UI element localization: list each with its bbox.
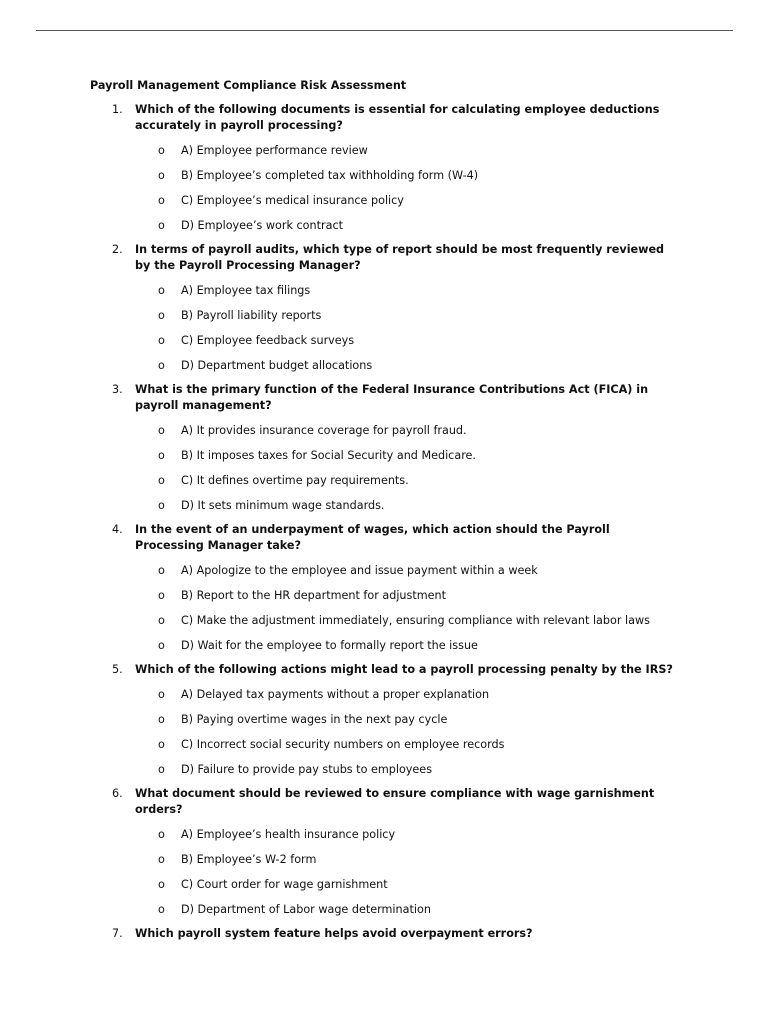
- bullet-icon: o: [158, 359, 165, 372]
- question-text: What is the primary function of the Federal Insurance Contributions Act (FICA) in payroll management?: [135, 383, 649, 412]
- bullet-icon: o: [158, 878, 165, 891]
- answer-option-text: A) Employee’s health insurance policy: [181, 828, 396, 841]
- answer-option-text: A) Employee performance review: [181, 144, 368, 157]
- question-list: [90, 102, 690, 942]
- document-title: Payroll Management Compliance Risk Assessment: [90, 79, 407, 92]
- answer-option: [90, 686, 690, 703]
- question-text: Which of the following documents is essential for calculating employee deductions accurately in payroll processing?: [135, 103, 660, 132]
- bullet-icon: o: [158, 194, 165, 207]
- bullet-icon: o: [158, 449, 165, 462]
- answer-option-text: A) Apologize to the employee and issue payment within a week: [181, 564, 538, 577]
- answer-option-text: C) Employee’s medical insurance policy: [181, 194, 404, 207]
- answer-option-text: C) Make the adjustment immediately, ensuring compliance with relevant labor laws: [181, 614, 650, 627]
- answer-options: [90, 422, 690, 514]
- answer-option: [90, 612, 690, 629]
- bullet-icon: o: [158, 474, 165, 487]
- question-item: [90, 522, 690, 654]
- answer-options: [90, 282, 690, 374]
- answer-option: [90, 422, 690, 439]
- bullet-icon: o: [158, 309, 165, 322]
- bullet-icon: o: [158, 564, 165, 577]
- answer-option-text: D) It sets minimum wage standards.: [181, 499, 385, 512]
- question-text: In terms of payroll audits, which type of report should be most frequently reviewed by the Payroll Processing Manager?: [135, 243, 665, 272]
- answer-option: [90, 736, 690, 753]
- question-item: [90, 382, 690, 514]
- question-number: 2.: [112, 243, 123, 256]
- bullet-icon: o: [158, 169, 165, 182]
- question-number: 3.: [112, 383, 123, 396]
- answer-option-text: A) It provides insurance coverage for payroll fraud.: [181, 424, 467, 437]
- bullet-icon: o: [158, 763, 165, 776]
- question-item: [90, 102, 690, 234]
- answer-option-text: B) Payroll liability reports: [181, 309, 322, 322]
- bullet-icon: o: [158, 424, 165, 437]
- answer-options: [90, 826, 690, 918]
- answer-option: [90, 217, 690, 234]
- bullet-icon: o: [158, 614, 165, 627]
- answer-option: [90, 472, 690, 489]
- answer-option: [90, 497, 690, 514]
- bullet-icon: o: [158, 853, 165, 866]
- question-number: 1.: [112, 103, 123, 116]
- question-text: Which of the following actions might lead to a payroll processing penalty by the IRS?: [135, 663, 673, 676]
- answer-option: [90, 167, 690, 184]
- answer-option-text: D) Department of Labor wage determination: [181, 903, 431, 916]
- answer-option: [90, 307, 690, 324]
- bullet-icon: o: [158, 219, 165, 232]
- bullet-icon: o: [158, 828, 165, 841]
- answer-option-text: B) It imposes taxes for Social Security and Medicare.: [181, 449, 476, 462]
- question-number: 4.: [112, 523, 123, 536]
- answer-option: [90, 876, 690, 893]
- answer-option: [90, 332, 690, 349]
- answer-option-text: C) It defines overtime pay requirements.: [181, 474, 409, 487]
- bullet-icon: o: [158, 144, 165, 157]
- answer-option: [90, 826, 690, 843]
- answer-option: [90, 587, 690, 604]
- bullet-icon: o: [158, 738, 165, 751]
- answer-options: [90, 562, 690, 654]
- document-body: [90, 78, 690, 950]
- answer-option-text: A) Delayed tax payments without a proper explanation: [181, 688, 490, 701]
- question-number: 7.: [112, 927, 123, 940]
- answer-option-text: B) Paying overtime wages in the next pay cycle: [181, 713, 448, 726]
- question-item: [90, 926, 690, 942]
- question-item: [90, 662, 690, 778]
- answer-option-text: D) Wait for the employee to formally report the issue: [181, 639, 478, 652]
- answer-option-text: D) Department budget allocations: [181, 359, 373, 372]
- question-text: What document should be reviewed to ensure compliance with wage garnishment orders?: [135, 787, 655, 816]
- bullet-icon: o: [158, 334, 165, 347]
- bullet-icon: o: [158, 639, 165, 652]
- question-item: [90, 242, 690, 374]
- answer-option-text: C) Court order for wage garnishment: [181, 878, 388, 891]
- question-item: [90, 786, 690, 918]
- question-number: 5.: [112, 663, 123, 676]
- answer-option: [90, 761, 690, 778]
- answer-option-text: C) Employee feedback surveys: [181, 334, 355, 347]
- answer-option: [90, 711, 690, 728]
- answer-option: [90, 192, 690, 209]
- bullet-icon: o: [158, 499, 165, 512]
- bullet-icon: o: [158, 713, 165, 726]
- answer-option: [90, 282, 690, 299]
- answer-option-text: B) Report to the HR department for adjustment: [181, 589, 446, 602]
- question-text: In the event of an underpayment of wages, which action should the Payroll Processing Manager take?: [135, 523, 610, 552]
- answer-option-text: B) Employee’s completed tax withholding form (W-4): [181, 169, 479, 182]
- answer-option: [90, 357, 690, 374]
- question-number: 6.: [112, 787, 123, 800]
- answer-option: [90, 637, 690, 654]
- answer-option: [90, 447, 690, 464]
- question-text: Which payroll system feature helps avoid overpayment errors?: [135, 927, 533, 940]
- answer-option-text: D) Employee’s work contract: [181, 219, 343, 232]
- answer-option-text: A) Employee tax filings: [181, 284, 311, 297]
- answer-option-text: B) Employee’s W-2 form: [181, 853, 317, 866]
- answer-option-text: C) Incorrect social security numbers on employee records: [181, 738, 505, 751]
- answer-option: [90, 851, 690, 868]
- answer-option: [90, 901, 690, 918]
- bullet-icon: o: [158, 688, 165, 701]
- bullet-icon: o: [158, 903, 165, 916]
- answer-options: [90, 142, 690, 234]
- answer-option: [90, 562, 690, 579]
- bullet-icon: o: [158, 284, 165, 297]
- answer-options: [90, 686, 690, 778]
- header-divider-line: [36, 30, 733, 31]
- answer-option-text: D) Failure to provide pay stubs to employees: [181, 763, 433, 776]
- answer-option: [90, 142, 690, 159]
- bullet-icon: o: [158, 589, 165, 602]
